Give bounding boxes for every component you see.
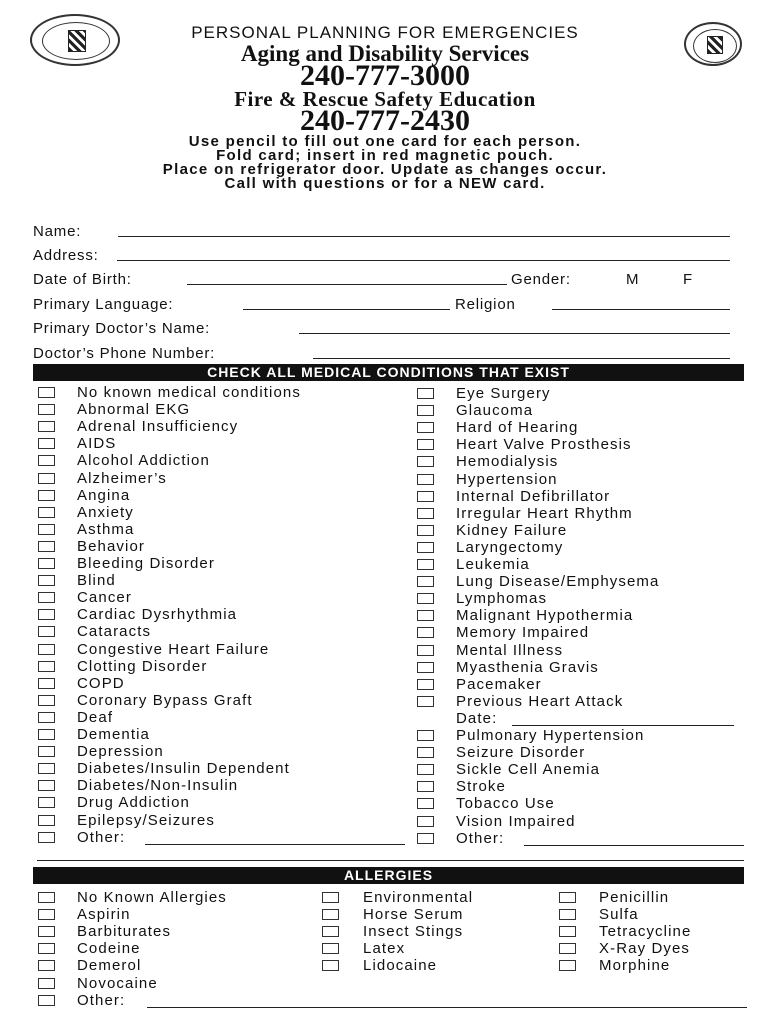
checkbox-label: Morphine [599,957,671,975]
checkbox[interactable] [38,978,55,989]
section-divider [37,860,744,861]
dob-label: Date of Birth: [33,271,132,288]
address-label: Address: [33,247,99,264]
checkbox-label: Epilepsy/Seizures [77,811,215,829]
checkbox[interactable] [417,833,434,844]
conditions-heading: CHECK ALL MEDICAL CONDITIONS THAT EXIST [33,364,744,381]
checkbox-label: Eye Surgery [456,385,551,402]
checkbox-label: Coronary Bypass Graft [77,691,253,709]
checkbox[interactable] [559,892,576,903]
checkbox[interactable] [38,421,55,432]
checkbox-label: Behavior [77,537,146,555]
phone-fire: 240-777-2430 [300,104,470,137]
checkbox[interactable] [38,909,55,920]
checkbox[interactable] [417,422,434,433]
checkbox[interactable] [417,645,434,656]
checkbox-label: Sickle Cell Anemia [456,761,601,779]
instruction-3: Place on refrigerator door. Update as changes occur. [162,161,608,178]
checkbox[interactable] [417,508,434,519]
checkbox-label: Glaucoma [456,402,534,420]
write-in-field[interactable] [524,832,744,846]
checkbox[interactable] [38,815,55,826]
instruction-2: Fold card; insert in red magnetic pouch. [216,147,554,164]
checkbox-label: Blind [77,572,116,590]
checkbox-label: COPD [77,674,125,692]
checkbox[interactable] [322,960,339,971]
checkbox[interactable] [38,960,55,971]
checkbox[interactable] [417,593,434,604]
checkbox-label: Latex [363,940,406,958]
checkbox[interactable] [38,661,55,672]
checkbox-label: Adrenal Insufficiency [77,418,239,436]
checkbox[interactable] [417,730,434,741]
checkbox[interactable] [417,764,434,775]
checkbox[interactable] [38,695,55,706]
checkbox[interactable] [38,626,55,637]
doctor-phone-label: Doctor’s Phone Number: [33,345,216,362]
checkbox[interactable] [38,995,55,1006]
checkbox[interactable] [38,712,55,723]
checkbox[interactable] [417,388,434,399]
checkbox-label: Horse Serum [363,906,464,924]
doctor-label: Primary Doctor’s Name: [33,320,211,337]
checkbox-label: Diabetes/Non-Insulin [77,777,239,795]
checkbox[interactable] [322,909,339,920]
checkbox[interactable] [417,542,434,553]
checkbox-label: Mental Illness [456,641,564,659]
checkbox-label: Demerol [77,957,142,975]
religion-field[interactable] [552,309,730,310]
checkbox-label: Depression [77,743,164,761]
checkbox-label: Date: [456,709,498,727]
checkbox-label: Tobacco Use [456,795,555,813]
gender-m-option[interactable]: M [626,271,640,288]
checkbox-label: Kidney Failure [456,521,568,539]
checkbox[interactable] [417,610,434,621]
checkbox[interactable] [38,746,55,757]
checkbox[interactable] [559,926,576,937]
agency-aging: Aging and Disability Services [240,41,530,66]
checkbox[interactable] [38,473,55,484]
checkbox-label: Myasthenia Gravis [456,658,599,676]
checkbox[interactable] [559,943,576,954]
checkbox-label: Other: [77,991,126,1009]
checkbox-label: Diabetes/Insulin Dependent [77,760,290,778]
instruction-4: Call with questions or for a NEW card. [224,175,546,192]
checkbox[interactable] [38,943,55,954]
checkbox[interactable] [417,627,434,638]
checkbox-label: Barbiturates [77,923,172,941]
checkbox[interactable] [417,662,434,673]
checkbox[interactable] [417,474,434,485]
checkbox[interactable] [417,576,434,587]
allergies-heading: ALLERGIES [33,867,744,884]
checkbox[interactable] [38,524,55,535]
write-in-field[interactable] [147,994,747,1008]
address-field[interactable] [117,260,730,261]
checkbox-label: Cancer [77,589,132,607]
checkbox-label: Abnormal EKG [77,401,191,419]
checkbox-label: Other: [456,829,505,847]
checkbox-label: Hemodialysis [456,453,559,471]
checkbox[interactable] [38,575,55,586]
checkbox[interactable] [559,960,576,971]
checkbox-label: Vision Impaired [456,812,576,830]
write-in-field[interactable] [145,831,405,845]
doctor-field[interactable] [299,333,730,334]
checkbox-label: Insect Stings [363,923,464,941]
checkbox[interactable] [417,696,434,707]
checkbox-label: Lymphomas [456,590,548,608]
checkbox-label: Deaf [77,708,114,726]
checkbox-label: X-Ray Dyes [599,940,691,958]
checkbox[interactable] [417,491,434,502]
checkbox-label: Environmental [363,889,474,906]
checkbox-label: Anxiety [77,503,134,521]
checkbox[interactable] [417,405,434,416]
checkbox[interactable] [417,456,434,467]
checkbox-label: Lidocaine [363,957,438,975]
form-title: PERSONAL PLANNING FOR EMERGENCIES [191,23,579,42]
checkbox[interactable] [322,943,339,954]
name-field[interactable] [118,236,730,237]
checkbox-label: Seizure Disorder [456,744,586,762]
checkbox-label: Alcohol Addiction [77,452,210,470]
checkbox-label: AIDS [77,435,117,453]
checkbox[interactable] [38,678,55,689]
checkbox-label: Hypertension [456,470,558,488]
checkbox[interactable] [417,559,434,570]
checkbox[interactable] [38,455,55,466]
checkbox-label: Heart Valve Prosthesis [456,436,632,454]
checkbox-label: Lung Disease/Emphysema [456,573,660,591]
checkbox-label: Sulfa [599,906,639,924]
checkbox-label: Stroke [456,778,506,796]
write-in-field[interactable] [512,712,734,726]
checkbox-label: Previous Heart Attack [456,692,624,710]
checkbox[interactable] [417,439,434,450]
checkbox[interactable] [38,541,55,552]
checkbox-label: Cardiac Dysrhythmia [77,606,238,624]
religion-label: Religion [455,296,516,313]
checkbox-label: Bleeding Disorder [77,555,215,572]
checkbox[interactable] [38,644,55,655]
checkbox-label: Novocaine [77,974,158,992]
checkbox-label: Irregular Heart Rhythm [456,504,633,522]
checkbox[interactable] [38,780,55,791]
checkbox[interactable] [38,609,55,620]
checkbox-label: Codeine [77,940,141,958]
checkbox[interactable] [38,729,55,740]
checkbox-label: Hard of Hearing [456,419,579,437]
doctor-phone-field[interactable] [313,358,730,359]
checkbox[interactable] [322,926,339,937]
checkbox[interactable] [38,507,55,518]
checkbox[interactable] [38,438,55,449]
checkbox[interactable] [38,558,55,569]
checkbox-label: Tetracycline [599,923,692,941]
checkbox[interactable] [417,525,434,536]
checkbox-label: Aspirin [77,906,131,924]
language-label: Primary Language: [33,296,174,313]
checkbox-label: Alzheimer’s [77,469,167,487]
gender-f-option[interactable]: F [683,271,693,288]
checkbox-label: Internal Defibrillator [456,487,611,505]
checkbox[interactable] [38,926,55,937]
checkbox-label: Other: [77,828,126,846]
checkbox[interactable] [38,797,55,808]
checkbox[interactable] [322,892,339,903]
checkbox[interactable] [417,781,434,792]
checkbox-label: Penicillin [599,889,670,906]
name-label: Name: [33,223,82,240]
gender-label: Gender: [511,271,571,288]
checkbox[interactable] [417,679,434,690]
checkbox[interactable] [38,832,55,843]
checkbox-label: Dementia [77,726,150,743]
checkbox-label: Pulmonary Hypertension [456,727,645,744]
dob-field[interactable] [187,284,507,285]
checkbox[interactable] [38,592,55,603]
language-field[interactable] [243,309,450,310]
phone-aging: 240-777-3000 [300,59,470,92]
checkbox[interactable] [559,909,576,920]
checkbox-label: No Known Allergies [77,889,227,906]
checkbox[interactable] [38,404,55,415]
checkbox-label: Cataracts [77,623,152,641]
checkbox-label: Congestive Heart Failure [77,640,270,658]
checkbox[interactable] [417,816,434,827]
checkbox-label: Asthma [77,520,135,538]
checkbox[interactable] [38,763,55,774]
checkbox[interactable] [417,798,434,809]
checkbox-label: Angina [77,486,131,504]
checkbox-label: Memory Impaired [456,624,590,642]
checkbox[interactable] [38,490,55,501]
checkbox[interactable] [38,892,55,903]
checkbox-label: Laryngectomy [456,538,564,556]
agency-fire: Fire & Rescue Safety Education [234,87,536,111]
checkbox-label: No known medical conditions [77,384,301,401]
checkbox-label: Pacemaker [456,675,542,693]
checkbox-label: Leukemia [456,556,530,573]
checkbox[interactable] [38,387,55,398]
instruction-1: Use pencil to fill out one card for each person. [188,133,582,150]
checkbox-label: Drug Addiction [77,794,190,812]
checkbox-label: Malignant Hypothermia [456,607,634,625]
checkbox-label: Clotting Disorder [77,657,208,675]
checkbox[interactable] [417,747,434,758]
